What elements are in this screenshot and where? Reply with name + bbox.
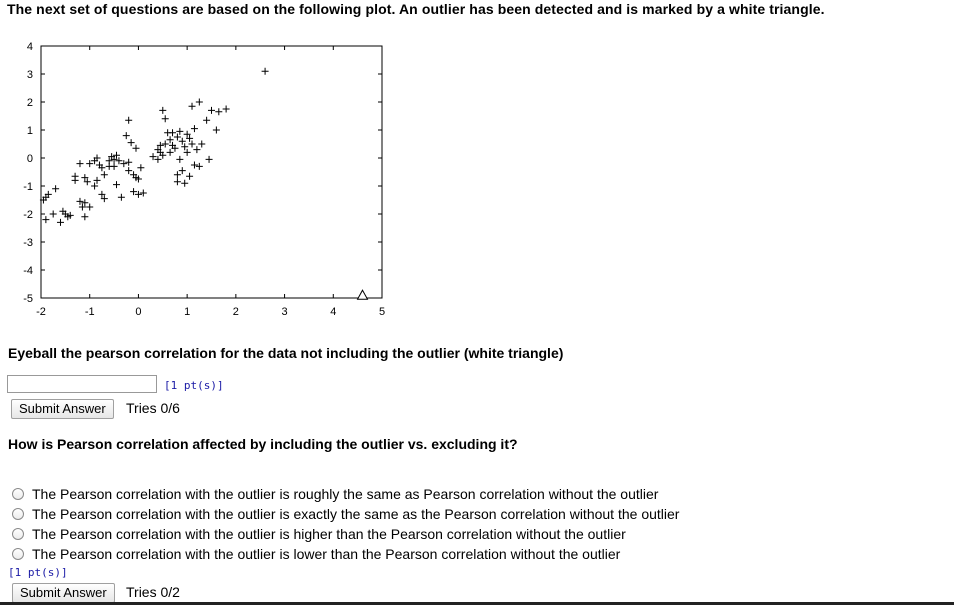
data-point-plus: [206, 156, 213, 163]
option-exactly-same[interactable]: [12, 505, 679, 523]
data-point-plus: [193, 146, 200, 153]
plot-frame: [41, 46, 382, 298]
data-point-plus: [186, 173, 193, 180]
data-point-plus: [113, 181, 120, 188]
option-label: The Pearson correlation with the outlier is lower than the Pearson correlation without the outlier: [32, 546, 621, 562]
question-1-tries: Tries 0/6: [126, 400, 180, 416]
data-point-plus: [137, 164, 144, 171]
y-tick-label: 0: [26, 153, 33, 165]
y-tick-label: -4: [23, 265, 33, 277]
option-higher[interactable]: [12, 525, 626, 543]
scatter-plot-svg: [0, 36, 400, 326]
data-point-plus: [203, 117, 210, 124]
data-point-plus: [123, 132, 130, 139]
data-point-plus: [167, 149, 174, 156]
data-point-plus: [81, 213, 88, 220]
x-tick-label: 4: [330, 306, 337, 318]
outlier-triangle-point: [358, 290, 368, 299]
data-point-plus: [101, 171, 108, 178]
y-tick-label: 3: [26, 69, 33, 81]
radio-button[interactable]: [12, 488, 24, 500]
question-1-points: [1 pt(s)]: [164, 379, 224, 392]
data-point-plus: [179, 167, 186, 174]
data-point-plus: [196, 99, 203, 106]
data-point-plus: [50, 211, 57, 218]
data-point-plus: [169, 129, 176, 136]
x-tick-label: -1: [84, 306, 95, 318]
correlation-answer-input[interactable]: [7, 375, 157, 393]
data-point-plus: [52, 185, 59, 192]
x-tick-label: 5: [378, 306, 386, 318]
radio-button[interactable]: [12, 508, 24, 520]
data-point-plus: [215, 108, 222, 115]
y-tick-label: 4: [26, 41, 33, 53]
data-point-plus: [223, 106, 230, 113]
data-point-plus: [198, 141, 205, 148]
y-tick-label: -3: [23, 237, 33, 249]
data-point-plus: [72, 177, 79, 184]
option-lower[interactable]: [12, 545, 620, 563]
data-point-plus: [213, 127, 220, 134]
data-point-plus: [191, 125, 198, 132]
y-axis: [23, 41, 382, 305]
x-tick-label: -2: [36, 306, 46, 318]
y-tick-label: -5: [23, 293, 33, 305]
data-point-plus: [57, 219, 64, 226]
y-tick-label: -2: [23, 209, 33, 221]
x-tick-label: 2: [232, 306, 239, 318]
option-label: The Pearson correlation with the outlier is higher than the Pearson correlation without the outlier: [32, 526, 626, 542]
y-tick-label: 1: [26, 125, 33, 137]
x-tick-label: 0: [135, 306, 142, 318]
option-label: The Pearson correlation with the outlier is exactly the same as the Pearson correlation without the outlier: [32, 506, 680, 522]
data-point-plus: [125, 117, 132, 124]
data-point-plus: [132, 145, 139, 152]
data-point-plus: [196, 163, 203, 170]
data-point-plus: [176, 156, 183, 163]
intro-text: The next set of questions are based on the following plot. An outlier has been detected and is marked by a white triangle.: [7, 1, 825, 17]
data-point-plus: [159, 107, 166, 114]
submit-answer-button-1[interactable]: Submit Answer: [11, 399, 114, 419]
data-point-plus: [118, 194, 125, 201]
data-point-plus: [191, 162, 198, 169]
data-point-plus: [174, 178, 181, 185]
scatter-plot: [0, 36, 400, 326]
data-point-plus: [162, 141, 169, 148]
data-point-plus: [128, 139, 135, 146]
question-2-points: [1 pt(s)]: [8, 566, 68, 579]
option-roughly-same[interactable]: [12, 485, 658, 503]
data-point-plus: [76, 160, 83, 167]
option-label: The Pearson correlation with the outlier is roughly the same as Pearson correlation without the outlier: [32, 486, 659, 502]
question-1-prompt: Eyeball the pearson correlation for the data not including the outlier (white triangle): [8, 345, 564, 361]
data-point-plus: [174, 171, 181, 178]
data-point-plus: [86, 204, 93, 211]
data-points: [40, 68, 368, 300]
data-point-plus: [125, 167, 132, 174]
y-tick-label: -1: [23, 181, 33, 193]
data-point-plus: [262, 68, 269, 75]
submit-answer-button-2[interactable]: Submit Answer: [12, 583, 115, 603]
radio-button[interactable]: [12, 548, 24, 560]
data-point-plus: [42, 216, 49, 223]
data-point-plus: [162, 115, 169, 122]
data-point-plus: [125, 159, 132, 166]
question-2-prompt: How is Pearson correlation affected by including the outlier vs. excluding it?: [8, 436, 518, 452]
data-point-plus: [181, 180, 188, 187]
x-tick-label: 3: [281, 306, 288, 318]
y-tick-label: 2: [26, 97, 33, 109]
data-point-plus: [106, 163, 113, 170]
data-point-plus: [208, 107, 215, 114]
x-tick-label: 1: [184, 306, 191, 318]
data-point-plus: [140, 190, 147, 197]
data-point-plus: [189, 103, 196, 110]
radio-button[interactable]: [12, 528, 24, 540]
question-2-tries: Tries 0/2: [126, 584, 180, 600]
